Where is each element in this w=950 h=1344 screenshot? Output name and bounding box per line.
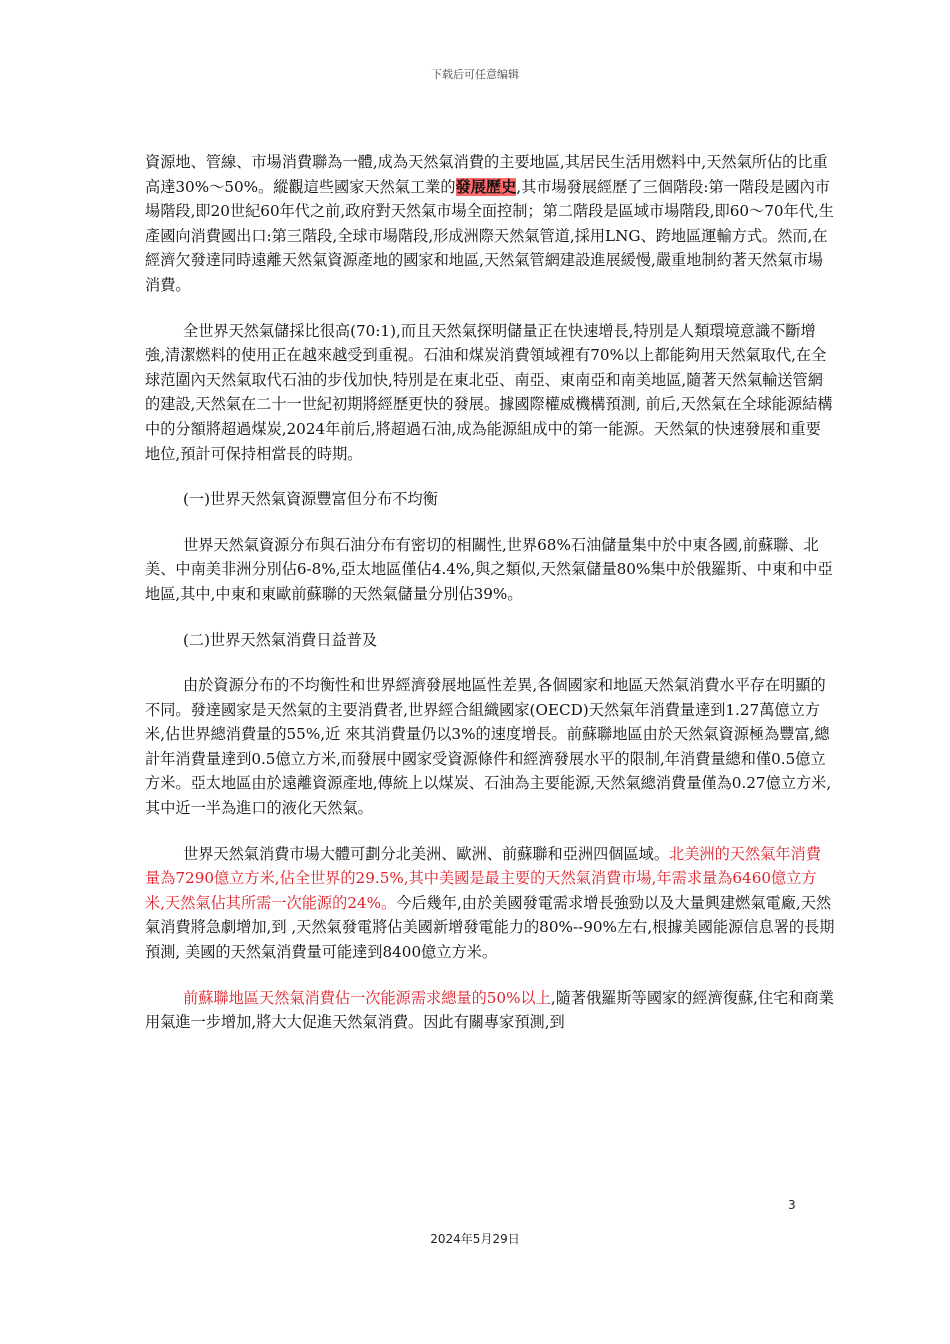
footer-date: 2024年5月29日 — [430, 1232, 520, 1246]
paragraph-2: 全世界天然氣儲採比很高(70:1),而且天然氣探明儲量正在快速增長,特別是人類環境意識不斷增強,清潔燃料的使用正在越來越受到重視。石油和煤炭消費領域裡有70%以上都能夠用天然氣取代,在全球范圍內天然氣取代石油的步伐加快,特別是在東北亞、南亞、東南亞和南美地區,隨著天然氣輸送管網的建設,天然氣在二十一世紀初期將經歷更快的發展。據國際權威機構預測, 前后,天然氣在全球能源結構中的分額將超過煤炭,2024年前后,將超過石油,成為能源組成中的第一能源。天然氣的快速發展和重要地位,預計可保持相當長的時期。 — [145, 321, 833, 463]
page-header: 下载后可任意编辑 — [431, 68, 519, 81]
highlighted-term: 發展歷史 — [455, 177, 517, 196]
paragraph-5-text-b: 今后幾年,由於美國發電需求增長強勁以及大量興建燃氣電廠,天然氣消費將急劇增加,到 ,天然氣發電將佔美國新增發電能力的80%--90%左右,根據美國能源信息署的長期預測, 美國的天然氣消費量可能達到8400億立方米。 — [145, 893, 835, 962]
paragraph-6-text-b: ,隨著俄羅斯等國家的經濟復蘇,住宅和商業用氣進一步增加,將大大促進天然氣消費。因此有關專家預測,到 — [145, 988, 834, 1032]
section-heading-2: (二)世界天然氣消費日益普及 — [183, 630, 378, 649]
paragraph-3: 世界天然氣資源分布與石油分布有密切的相關性,世界68%石油儲量集中於中東各國,前蘇聯、北美、中南美非洲分別佔6-8%,亞太地區僅佔4.4%,與之類似,天然氣儲量80%集中於俄羅斯、中東和中亞地區,其中,中東和東歐前蘇聯的天然氣儲量分別佔39%。 — [145, 535, 833, 603]
paragraph-1-text-b: ,其市場發展經歷了三個階段:第一階段是國內市場階段,即20世紀60年代之前,政府對天然氣市場全面控制；第二階段是區域市場階段,即60～70年代,生產國向消費國出口:第三階段,全球市場階段,形成洲際天然氣管道,採用LNG、跨地區運輸方式。然而,在經濟欠發達同時遠離天然氣資源產地的國家和地區,天然氣管網建設進展緩慢,嚴重地制約著天然氣市場消費。 — [145, 177, 834, 294]
page-number: 3 — [788, 1198, 796, 1212]
paragraph-5 — [145, 842, 835, 965]
document-body — [145, 150, 835, 1035]
paragraph-4: 由於資源分布的不均衡性和世界經濟發展地區性差異,各個國家和地區天然氣消費水平存在明顯的不同。發達國家是天然氣的主要消費者,世界經合組織國家(OECD)天然氣年消費量達到1.27萬億立方米,佔世界總消費量的55%,近 來其消費量仍以3%的速度增長。前蘇聯地區由於天然氣資源極為豐富,總計年消費量達到0.5億立方米,而發展中國家受資源條件和經濟發展水平的限制,年消費量總和僅0.5億立方米。亞太地區由於遠離資源產地,傳統上以煤炭、石油為主要能源,天然氣總消費量僅為0.27億立方米,其中近一半為進口的液化天然氣。 — [145, 676, 832, 818]
paragraph-6-red-text: 前蘇聯地區天然氣消費佔一次能源需求總量的50%以上 — [183, 988, 551, 1007]
paragraph-5-red-text: 北美洲的天然氣年消費量為7290億立方米,佔全世界的29.5%,其中美國是最主要的天然氣消費市場,年需求量為6460億立方米,天然氣佔其所需一次能源的24%。 — [145, 844, 821, 912]
paragraph-1-text-a: 資源地、管線、市場消費聯為一體,成為天然氣消費的主要地區,其居民生活用燃料中,天然氣所佔的比重高達30%～50%。縱觀這些國家天然氣工業的 — [145, 153, 828, 196]
paragraph-6 — [145, 986, 835, 1035]
paragraph-1 — [145, 150, 835, 298]
paragraph-5-text-a: 世界天然氣消費市場大體可劃分北美洲、歐洲、前蘇聯和亞洲四個區域。 — [183, 844, 669, 863]
section-heading-1: (一)世界天然氣資源豐富但分布不均衡 — [183, 490, 438, 509]
